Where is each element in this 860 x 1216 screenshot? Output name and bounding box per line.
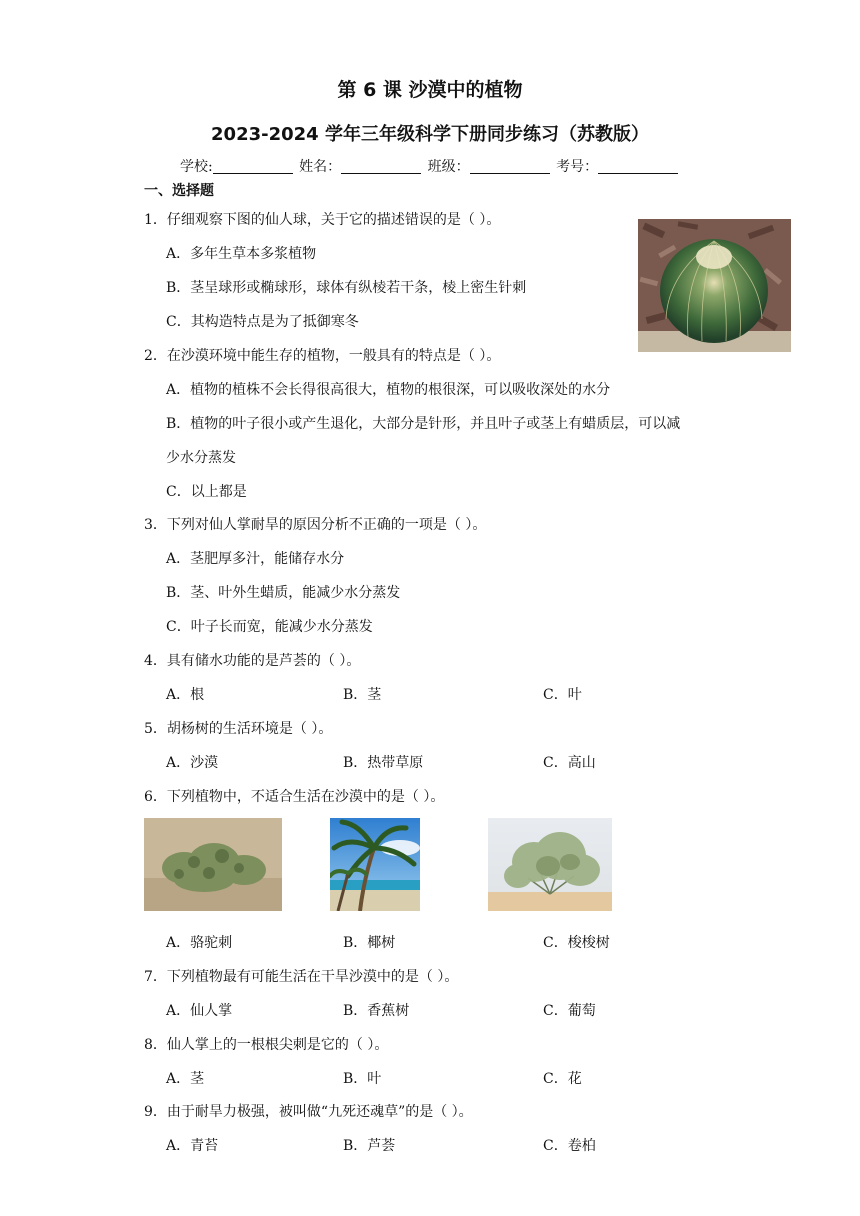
question-6-option-b: B．椰树 (343, 935, 396, 951)
question-6-stem: 6．下列植物中，不适合生活在沙漠中的是（ ）。 (144, 789, 445, 805)
question-2-option-a: A．植物的植株不会长得很高很大，植物的根很深，可以吸收深处的水分 (166, 382, 611, 398)
question-1-option-c: C．其构造特点是为了抵御寒冬 (166, 314, 359, 330)
question-3-option-a: A．茎肥厚多汁，能储存水分 (166, 551, 345, 567)
question-3-option-c: C．叶子长而宽，能减少水分蒸发 (166, 619, 373, 635)
name-blank[interactable] (341, 159, 421, 174)
question-2-stem: 2．在沙漠环境中能生存的植物，一般具有的特点是（ ）。 (144, 348, 501, 364)
section-title: 一、选择题 (144, 183, 214, 199)
camelthorn-photo (144, 818, 282, 911)
question-8-option-c: C．花 (543, 1071, 582, 1087)
question-9-option-b: B．芦荟 (343, 1138, 396, 1154)
saxaul-tree-photo (488, 818, 612, 911)
lesson-title: 第 6 课 沙漠中的植物 (337, 79, 523, 101)
question-4-option-c: C．叶 (543, 687, 582, 703)
question-6-option-c: C．梭梭树 (543, 935, 610, 951)
exam-id-blank[interactable] (598, 159, 678, 174)
school-blank[interactable] (213, 159, 293, 174)
question-1-option-a: A．多年生草本多浆植物 (166, 246, 317, 262)
question-4-option-a: A．根 (166, 687, 205, 703)
question-9-stem: 9．由于耐旱力极强，被叫做“九死还魂草”的是（ ）。 (144, 1104, 473, 1120)
question-7-stem: 7．下列植物最有可能生活在干旱沙漠中的是（ ）。 (144, 969, 459, 985)
question-5-option-b: B．热带草原 (343, 755, 424, 771)
question-5-stem: 5．胡杨树的生活环境是（ ）。 (144, 721, 333, 737)
question-7-option-c: C．葡萄 (543, 1003, 596, 1019)
question-4-stem: 4．具有储水功能的是芦荟的（ ）。 (144, 653, 361, 669)
exam-id-label: 考号： (556, 159, 599, 175)
question-2-option-b: B．植物的叶子很小或产生退化，大部分是针形，并且叶子或茎上有蜡质层，可以减 (166, 416, 681, 432)
question-3-option-b: B．茎、叶外生蜡质，能减少水分蒸发 (166, 585, 401, 601)
class-label: 班级： (427, 159, 470, 175)
name-label: 姓名： (299, 159, 342, 175)
question-8-option-a: A．茎 (166, 1071, 205, 1087)
question-2-option-c: C．以上都是 (166, 484, 247, 500)
question-3-stem: 3．下列对仙人掌耐旱的原因分析不正确的一项是（ ）。 (144, 517, 487, 533)
question-8-option-b: B．叶 (343, 1071, 382, 1087)
question-1-stem: 1．仔细观察下图的仙人球，关于它的描述错误的是（ ）。 (144, 212, 501, 228)
question-9-option-a: A．青苔 (166, 1138, 219, 1154)
question-6-option-a: A．骆驼刺 (166, 935, 233, 951)
coconut-palm-photo (330, 818, 420, 911)
question-1-option-b: B．茎呈球形或椭球形，球体有纵棱若干条，棱上密生针刺 (166, 280, 527, 296)
question-4-option-b: B．茎 (343, 687, 382, 703)
student-info-line (180, 156, 680, 176)
question-5-option-c: C．高山 (543, 755, 596, 771)
question-9-option-c: C．卷柏 (543, 1138, 596, 1154)
school-label: 学校: (180, 159, 213, 175)
question-2-option-b-continued: 少水分蒸发 (166, 450, 236, 466)
class-blank[interactable] (470, 159, 550, 174)
question-7-option-a: A．仙人掌 (166, 1003, 233, 1019)
question-5-option-a: A．沙漠 (166, 755, 219, 771)
worksheet-subtitle: 2023-2024 学年三年级科学下册同步练习（苏教版） (211, 124, 649, 145)
question-8-stem: 8．仙人掌上的一根根尖刺是它的（ ）。 (144, 1037, 389, 1053)
question-7-option-b: B．香蕉树 (343, 1003, 410, 1019)
barrel-cactus-photo (638, 219, 791, 352)
